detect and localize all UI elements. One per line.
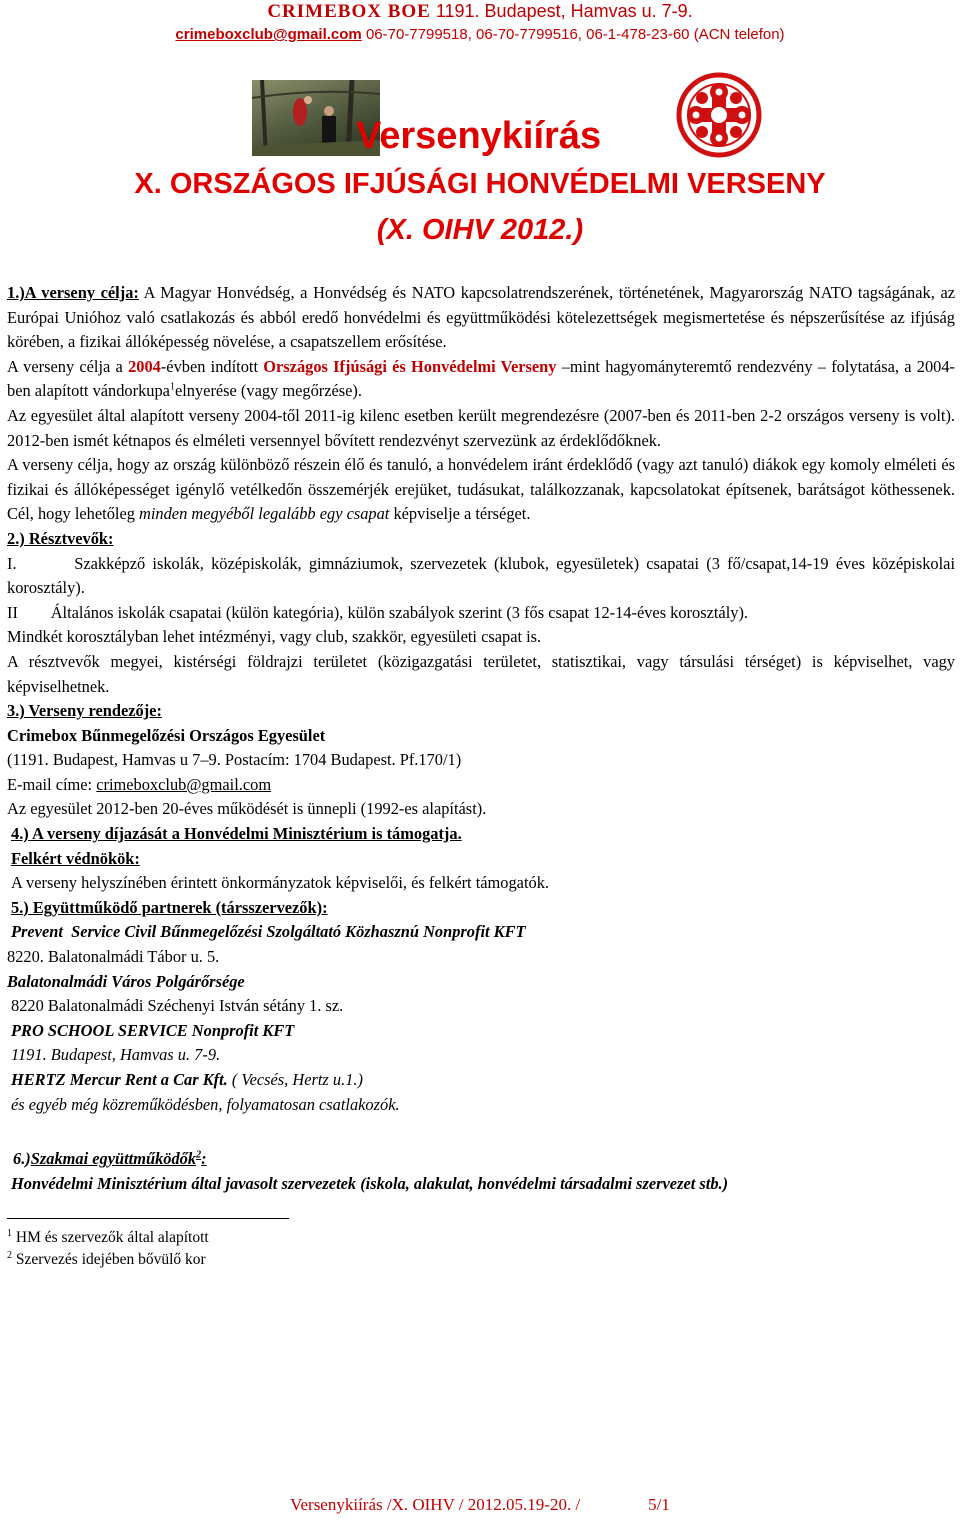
letterhead-email-link[interactable]: crimeboxclub@gmail.com [175, 26, 362, 43]
footnote-number: 2 [7, 1250, 12, 1262]
text-run: elnyerése (vagy megőrzése). [174, 381, 362, 401]
organizer-anniversary: Az egyesület 2012-ben 20-éves működését is ünnepli (1992-es alapítást). [7, 799, 487, 819]
participants-category-1: I. Szakképző iskolák, középiskolák, gimnáziumok, szervezetek (klubok, egyesületek) csapatai (3 fő/csapat,14-19 éves középiskolai korosztály). [7, 553, 960, 598]
partner-2-name: Balatonalmádi Város Polgárőrsége [7, 971, 245, 991]
event-title: X. ORSZÁGOS IFJÚSÁGI HONVÉDELMI VERSENY [134, 168, 826, 200]
footnote-1 [7, 1227, 955, 1249]
partner-1-name: Prevent Service Civil Bűnmegelőzési Szolgáltató Közhasznú Nonprofit KFT [11, 922, 526, 942]
page-footer: Versenykiírás /X. OIHV / 2012.05.19-20. / 5/1 [290, 1495, 670, 1514]
emphasis-text: minden megyéből legalább egy csapat [139, 504, 390, 524]
partner-4-line [7, 1068, 955, 1093]
footnote-ref-2: 2 [196, 1149, 202, 1161]
section-1-text: A Magyar Honvédség, a Honvédség és NATO kapcsolatrendszerének, történetének, Magyarország NATO tagságának, az Európai Unióhoz való csatlakozás és abból eredő honvédelmi és együttműködési kötelezettségek megismertetése és népszerűsítése az ifjúság körében, a fizikai állóképesség növelése, a csapatszellem erősítése. [7, 283, 955, 352]
footnote-divider [7, 1218, 289, 1219]
brand-name: CRIMEBOX BOE [267, 1, 431, 22]
organizer-name: Crimebox Bűnmegelőzési Országos Egyesület [7, 725, 326, 745]
organizer-email-link[interactable]: crimeboxclub@gmail.com [96, 774, 272, 794]
event-subtitle: (X. OIHV 2012.) [376, 214, 584, 246]
participants-region: A résztvevők megyei, kistérségi földrajzi területet (közigazgatási területet, statisztikai, vagy társulási térséget) is képviselhet, vagy képviselhetnek. [7, 651, 955, 696]
text-run: : [201, 1149, 207, 1169]
participants-note: Mindkét korosztályban lehet intézményi, vagy club, szakkör, egyesületi csapat is. [7, 627, 542, 647]
letterhead-line2 [0, 25, 960, 45]
section-5-heading: 5.) Együttműködő partnerek (társszervezők): [11, 897, 328, 917]
patrons-heading: Felkért védnökök: [11, 848, 140, 868]
footnote-text: Szervezés idejében bővülő kor [12, 1251, 206, 1269]
competition-name: Országos Ifjúsági és Honvédelmi Verseny [263, 356, 557, 376]
text-run: Az egyesület által alapított verseny 2004-től 2011-ig kilenc esetben került megrendezésre (2007-ben és 2011-ben 2-2 országos verseny is volt). [7, 405, 955, 425]
document-type-title: Versenykiírás [356, 115, 602, 157]
letterhead-line1 [0, 0, 960, 23]
section-1-paragraph-3 [7, 404, 955, 453]
text-run: –mint hagyományteremtő rendezvény – folytatása, a 2004-ben alapított vándorkupa [7, 356, 955, 401]
section-6-heading-line [7, 1147, 955, 1172]
section-6-text: Honvédelmi Minisztérium által javasolt szervezetek (iskola, alakulat, honvédelmi társadalmi szervezet stb.) [11, 1173, 729, 1193]
letterhead-phones: 06-70-7799518, 06-70-7799516, 06-1-478-23-60 (ACN telefon) [365, 26, 785, 43]
section-1-intro [7, 281, 955, 355]
partner-more: és egyéb még közreműködésben, folyamatosan csatlakozók. [11, 1094, 400, 1114]
text-run: A verseny célja a [7, 356, 129, 376]
section-3-heading: 3.) Verseny rendezője: [7, 701, 162, 721]
partner-3-address: 1191. Budapest, Hamvas u. 7-9. [11, 1045, 221, 1065]
section-1-paragraph-4 [7, 453, 955, 527]
footnote-number: 1 [7, 1228, 12, 1240]
crimebox-logo-icon [676, 72, 762, 158]
letterhead-address: 1191. Budapest, Hamvas u. 7-9. [435, 1, 693, 21]
patrons-text: A verseny helyszínében érintett önkormányzatok képviselői, és felkért támogatók. [11, 873, 549, 893]
section-6-number: 6.) [13, 1149, 31, 1169]
founding-year: 2004 [128, 356, 161, 376]
organizer-address: (1191. Budapest, Hamvas u 7–9. Postacím: 1704 Budapest. Pf.170/1) [7, 750, 462, 770]
participants-category-2: II Általános iskolák csapatai (külön kategória), külön szabályok szerint (3 fős csapat 12-14-éves korosztály). [7, 602, 748, 622]
text-run: A verseny célja, hogy az ország különböző részein élő és tanuló, a honvédelem iránt érdeklődő (vagy azt tanuló) diákok egy komoly elméleti és fizikai és állóképességet igénylő vetélkedőn összemérjék erejüket, tudásukat, találkozzanak, kapcsolatokat építsenek, barátságot köthessenek. Cél, hogy lehetőleg [7, 455, 955, 524]
text-run: képviselje a térséget. [389, 504, 531, 524]
partner-1-address: 8220. Balatonalmádi Tábor u. 5. [7, 947, 220, 967]
partner-4-name: HERTZ Mercur Rent a Car Kft. [11, 1070, 228, 1089]
footnote-text: HM és szervezők által alapított [12, 1229, 209, 1247]
section-2-heading: 2.) Résztvevők: [7, 528, 114, 548]
email-label: E-mail címe: [7, 774, 97, 794]
text-run: -évben indított [160, 356, 264, 376]
footnote-ref-1: 1 [169, 381, 175, 393]
text-run: 2012-ben ismét kétnapos és elméleti versennyel bővített rendezvényt szervezünk az érdeklődőknek. [7, 430, 662, 450]
section-1-paragraph-2 [7, 355, 955, 404]
document-body [7, 281, 960, 1271]
partner-2-address: 8220 Balatonalmádi Széchenyi István sétány 1. sz. [11, 996, 344, 1016]
section-6-heading: Szakmai együttműködők [30, 1149, 197, 1169]
section-1-heading: 1.)A verseny célja: [7, 283, 139, 302]
partner-4-address: ( Vecsés, Hertz u.1.) [227, 1070, 363, 1089]
organizer-email-line [7, 773, 955, 798]
footnote-2 [7, 1249, 955, 1271]
partner-3-name: PRO SCHOOL SERVICE Nonprofit KFT [11, 1020, 295, 1040]
section-4-heading: 4.) A verseny díjazását a Honvédelmi Minisztérium is támogatja. [11, 824, 462, 844]
